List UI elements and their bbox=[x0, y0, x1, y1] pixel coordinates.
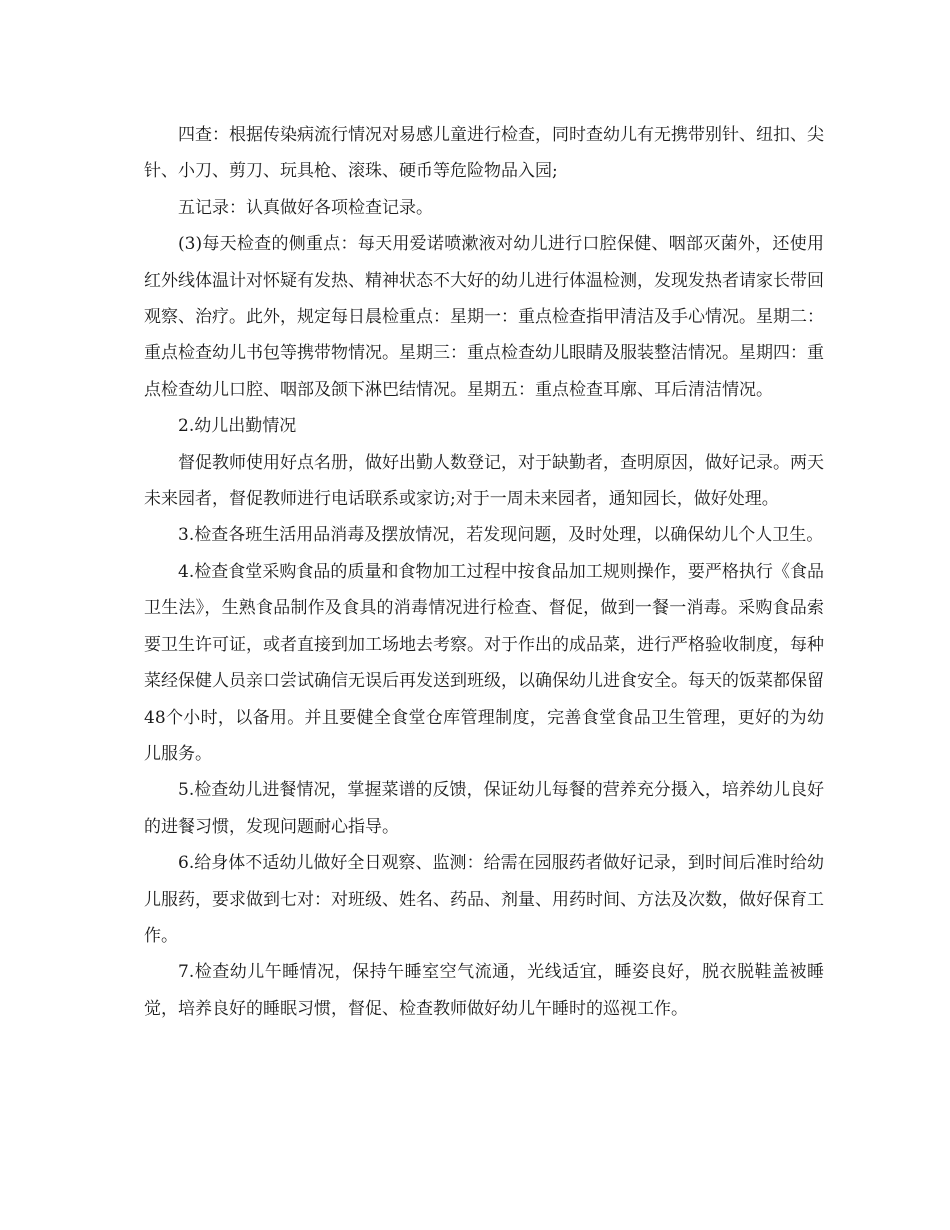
paragraph-four-checks: 四查：根据传染病流行情况对易感儿童进行检查，同时查幼儿有无携带别针、纽扣、尖针、小刀、剪刀、玩具枪、滚珠、硬币等危险物品入园; bbox=[144, 125, 824, 182]
paragraph-item-6: 6.给身体不适幼儿做好全日观察、监测：给需在园服药者做好记录，到时间后准时给幼儿服药，要求做到七对：对班级、姓名、药品、剂量、用药时间、方法及次数，做好保育工作。 bbox=[144, 853, 824, 946]
paragraph-item-4: 4.检查食堂采购食品的质量和食物加工过程中按食品加工规则操作，要严格执行《食品卫生法》，生熟食品制作及食具的消毒情况进行检查、督促，做到一餐一消毒。采购食品索要卫生许可证，或者直接到加工场地去考察。对于作出的成品菜，进行严格验收制度，每种菜经保健人员亲口尝试确信无误后再发送到班级，以确保幼儿进食安全。每天的饭菜都保留48个小时，以备用。并且要健全食堂仓库管理制度，完善食堂食品卫生管理，更好的为幼儿服务。 bbox=[144, 561, 824, 764]
paragraph-daily-focus: (3)每天检查的侧重点：每天用爱诺喷漱液对幼儿进行口腔保健、咽部灭菌外，还使用红外线体温计对怀疑有发热、精神状态不大好的幼儿进行体温检测，发现发热者请家长带回观察、治疗。此外，规定每日晨检重点：星期一：重点检查指甲清洁及手心情况。星期二：重点检查幼儿书包等携带物情况。星期三：重点检查幼儿眼睛及服装整洁情况。星期四：重点检查幼儿口腔、咽部及颌下淋巴结情况。星期五：重点检查耳廓、耳后清洁情况。 bbox=[144, 234, 824, 400]
paragraph-item-3: 3.检查各班生活用品消毒及摆放情况，若发现问题，及时处理，以确保幼儿个人卫生。 bbox=[178, 525, 824, 546]
paragraph-item-5: 5.检查幼儿进餐情况，掌握菜谱的反馈，保证幼儿每餐的营养充分摄入，培养幼儿良好的进餐习惯，发现问题耐心指导。 bbox=[144, 780, 824, 837]
document-body bbox=[144, 117, 824, 1027]
paragraph-item-7: 7.检查幼儿午睡情况，保持午睡室空气流通，光线适宜，睡姿良好，脱衣脱鞋盖被睡觉，培养良好的睡眠习惯，督促、检查教师做好幼儿午睡时的巡视工作。 bbox=[144, 962, 824, 1019]
paragraph-five-records: 五记录：认真做好各项检查记录。 bbox=[178, 197, 433, 218]
paragraph-attendance: 督促教师使用好点名册，做好出勤人数登记，对于缺勤者，查明原因，做好记录。两天未来园者，督促教师进行电话联系或家访;对于一周未来园者，通知园长，做好处理。 bbox=[144, 452, 824, 510]
heading-attendance: 2.幼儿出勤情况 bbox=[178, 416, 297, 437]
